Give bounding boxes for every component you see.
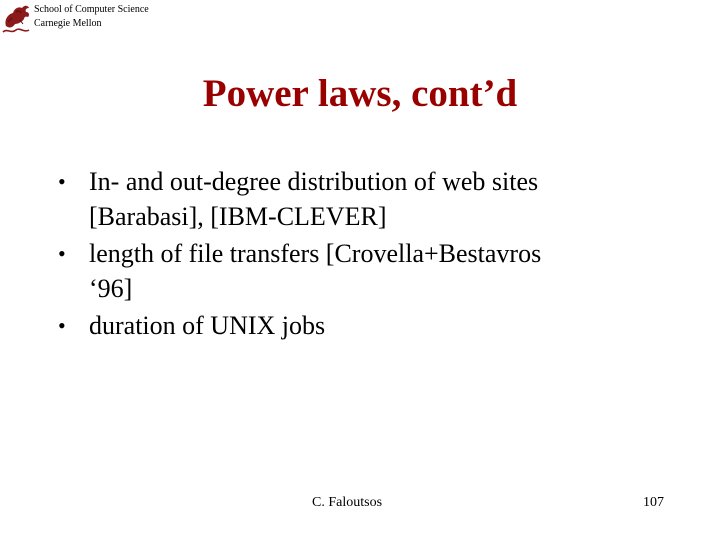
institution-label (34, 3, 149, 31)
header (2, 2, 149, 36)
bullet-item (58, 164, 698, 234)
bullet-item (58, 236, 698, 306)
bullet-icon: • (58, 169, 66, 194)
bullet-item (58, 308, 698, 343)
griffin-logo-icon (2, 2, 32, 36)
bullet-line: duration of UNIX jobs (89, 311, 326, 340)
page-number: 107 (643, 495, 664, 510)
bullet-list (58, 164, 698, 345)
university-name: Carnegie Mellon (34, 18, 102, 29)
school-name: School of Computer Science (34, 4, 149, 15)
bullet-icon: • (58, 241, 66, 266)
bullet-icon: • (58, 313, 66, 338)
bullet-line: In- and out-degree distribution of web sites (89, 167, 539, 196)
slide-title: Power laws, cont’d (202, 72, 518, 115)
bullet-line: length of file transfers [Crovella+Bestavros (89, 239, 542, 268)
footer-author: C. Faloutsos (312, 495, 383, 510)
bullet-line: ‘96] (89, 274, 133, 303)
bullet-line: [Barabasi], [IBM-CLEVER] (89, 202, 387, 231)
